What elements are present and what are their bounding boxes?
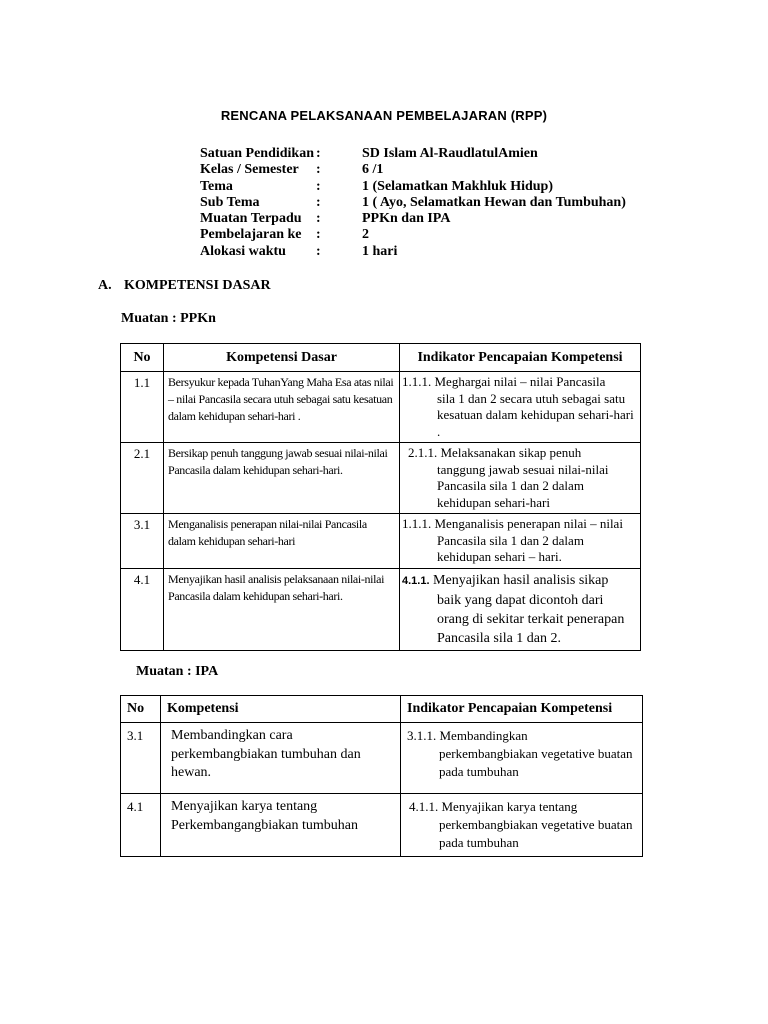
indikator-code: 4.1.1. <box>402 574 430 587</box>
table-row <box>121 794 643 857</box>
row-indikator <box>400 514 641 569</box>
section-number: A. <box>98 278 112 293</box>
row-indikator <box>400 443 641 514</box>
ppkn-heading: Muatan : PPKn <box>121 311 216 326</box>
identity-row <box>200 227 626 243</box>
header-no: No <box>121 344 164 372</box>
identity-colon: : <box>316 162 321 178</box>
indikator-first-line: Melaksanakan sikap penuh <box>440 445 582 460</box>
identity-label: Pembelajaran ke <box>200 227 302 243</box>
identity-value: 6 /1 <box>362 162 384 178</box>
indikator-first-line: Menyajikan hasil analisis sikap <box>433 572 609 588</box>
identity-label: Satuan Pendidikan <box>200 146 314 161</box>
identity-block <box>200 146 626 260</box>
identity-row <box>200 146 626 162</box>
ppkn-table <box>120 343 641 651</box>
row-kompetensi: Bersikap penuh tanggung jawab sesuai nilai-nilai Pancasila dalam kehidupan sehari-hari. <box>164 443 400 514</box>
indikator-text: Pancasila sila 1 dan 2 dalam kehidupan sehari – hari. <box>437 532 584 564</box>
row-number: 3.1 <box>121 514 164 569</box>
identity-value: 1 hari <box>362 243 398 259</box>
table-header-row <box>121 696 643 723</box>
identity-label: Muatan Terpadu <box>200 211 302 227</box>
table-row <box>121 723 643 794</box>
indikator-first-line: Menganalisis penerapan nilai – nilai <box>434 516 623 531</box>
row-indikator <box>401 723 643 794</box>
header-kompetensi: Kompetensi <box>161 696 401 723</box>
indikator-text: perkembangbiakan vegetative buatan pada tumbuhan <box>439 746 633 779</box>
row-kompetensi: Menyajikan karya tentang Perkembangangbiakan tumbuhan <box>161 794 401 857</box>
identity-value: 2 <box>362 227 369 243</box>
indikator-first-line: Membandingkan <box>439 728 528 743</box>
identity-row <box>200 195 626 211</box>
indikator-text: baik yang dapat dicontoh dari orang di sekitar terkait penerapan Pancasila sila 1 dan 2. <box>437 592 625 646</box>
row-indikator <box>401 794 643 857</box>
row-kompetensi: Membandingkan cara perkembangbiakan tumbuhan dan hewan. <box>161 723 401 794</box>
row-indikator <box>400 372 641 443</box>
row-indikator <box>400 568 641 650</box>
identity-colon: : <box>316 211 321 227</box>
identity-label: Kelas / Semester <box>200 162 299 178</box>
document-title: RENCANA PELAKSANAAN PEMBELAJARAN (RPP) <box>220 108 548 123</box>
identity-row <box>200 162 626 178</box>
identity-row <box>200 244 626 260</box>
section-heading <box>98 278 271 294</box>
row-number: 2.1 <box>121 443 164 514</box>
row-number: 3.1 <box>121 723 161 794</box>
table-row <box>121 514 641 569</box>
indikator-code: 1.1.1. <box>402 516 432 531</box>
table-row <box>121 372 641 443</box>
identity-label: Tema <box>200 178 233 194</box>
row-number: 4.1 <box>121 794 161 857</box>
indikator-text: tanggung jawab sesuai nilai-nilai Pancasila sila 1 dan 2 dalam kehidupan sehari-hari <box>437 461 609 510</box>
indikator-text: perkembangbiakan vegetative buatan pada tumbuhan <box>439 817 633 850</box>
section-title: KOMPETENSI DASAR <box>124 278 271 293</box>
indikator-code: 4.1.1. <box>409 799 439 814</box>
identity-label: Sub Tema <box>200 194 260 210</box>
indikator-text: sila 1 dan 2 secara utuh sebagai satu kesatuan dalam kehidupan sehari-hari . <box>437 390 634 439</box>
row-kompetensi: Menyajikan hasil analisis pelaksanaan nilai-nilai Pancasila dalam kehidupan sehari-hari. <box>164 568 400 650</box>
indikator-first-line: Menyajikan karya tentang <box>441 799 578 814</box>
identity-row <box>200 179 626 195</box>
header-indikator: Indikator Pencapaian Kompetensi <box>400 344 641 372</box>
identity-colon: : <box>316 146 321 161</box>
table-row <box>121 568 641 650</box>
row-number: 1.1 <box>121 372 164 443</box>
identity-colon: : <box>316 194 321 210</box>
identity-value: PPKn dan IPA <box>362 211 451 227</box>
row-number: 4.1 <box>121 568 164 650</box>
identity-value: SD Islam Al-RaudlatulAmien <box>362 146 538 161</box>
identity-value: 1 (Selamatkan Makhluk Hidup) <box>362 178 553 194</box>
identity-label: Alokasi waktu <box>200 243 286 259</box>
table-header-row <box>121 344 641 372</box>
indikator-code: 2.1.1. <box>408 445 438 460</box>
identity-row <box>200 211 626 227</box>
header-no: No <box>121 696 161 723</box>
identity-colon: : <box>316 243 321 259</box>
header-indikator: Indikator Pencapaian Kompetensi <box>401 696 643 723</box>
identity-colon: : <box>316 227 321 243</box>
indikator-code: 3.1.1. <box>407 728 437 743</box>
row-kompetensi: Bersyukur kepada TuhanYang Maha Esa atas nilai – nilai Pancasila secara utuh sebagai satu kesatuan dalam kehidupan sehari-hari . <box>164 372 400 443</box>
ipa-heading: Muatan : IPA <box>136 664 219 679</box>
indikator-code: 1.1.1. <box>402 374 432 389</box>
header-kompetensi-dasar: Kompetensi Dasar <box>164 344 400 372</box>
row-kompetensi: Menganalisis penerapan nilai-nilai Pancasila dalam kehidupan sehari-hari <box>164 514 400 569</box>
ipa-table <box>120 695 643 857</box>
identity-colon: : <box>316 178 321 194</box>
indikator-first-line: Meghargai nilai – nilai Pancasila <box>434 374 606 389</box>
identity-value: 1 ( Ayo, Selamatkan Hewan dan Tumbuhan) <box>362 194 626 210</box>
table-row <box>121 443 641 514</box>
